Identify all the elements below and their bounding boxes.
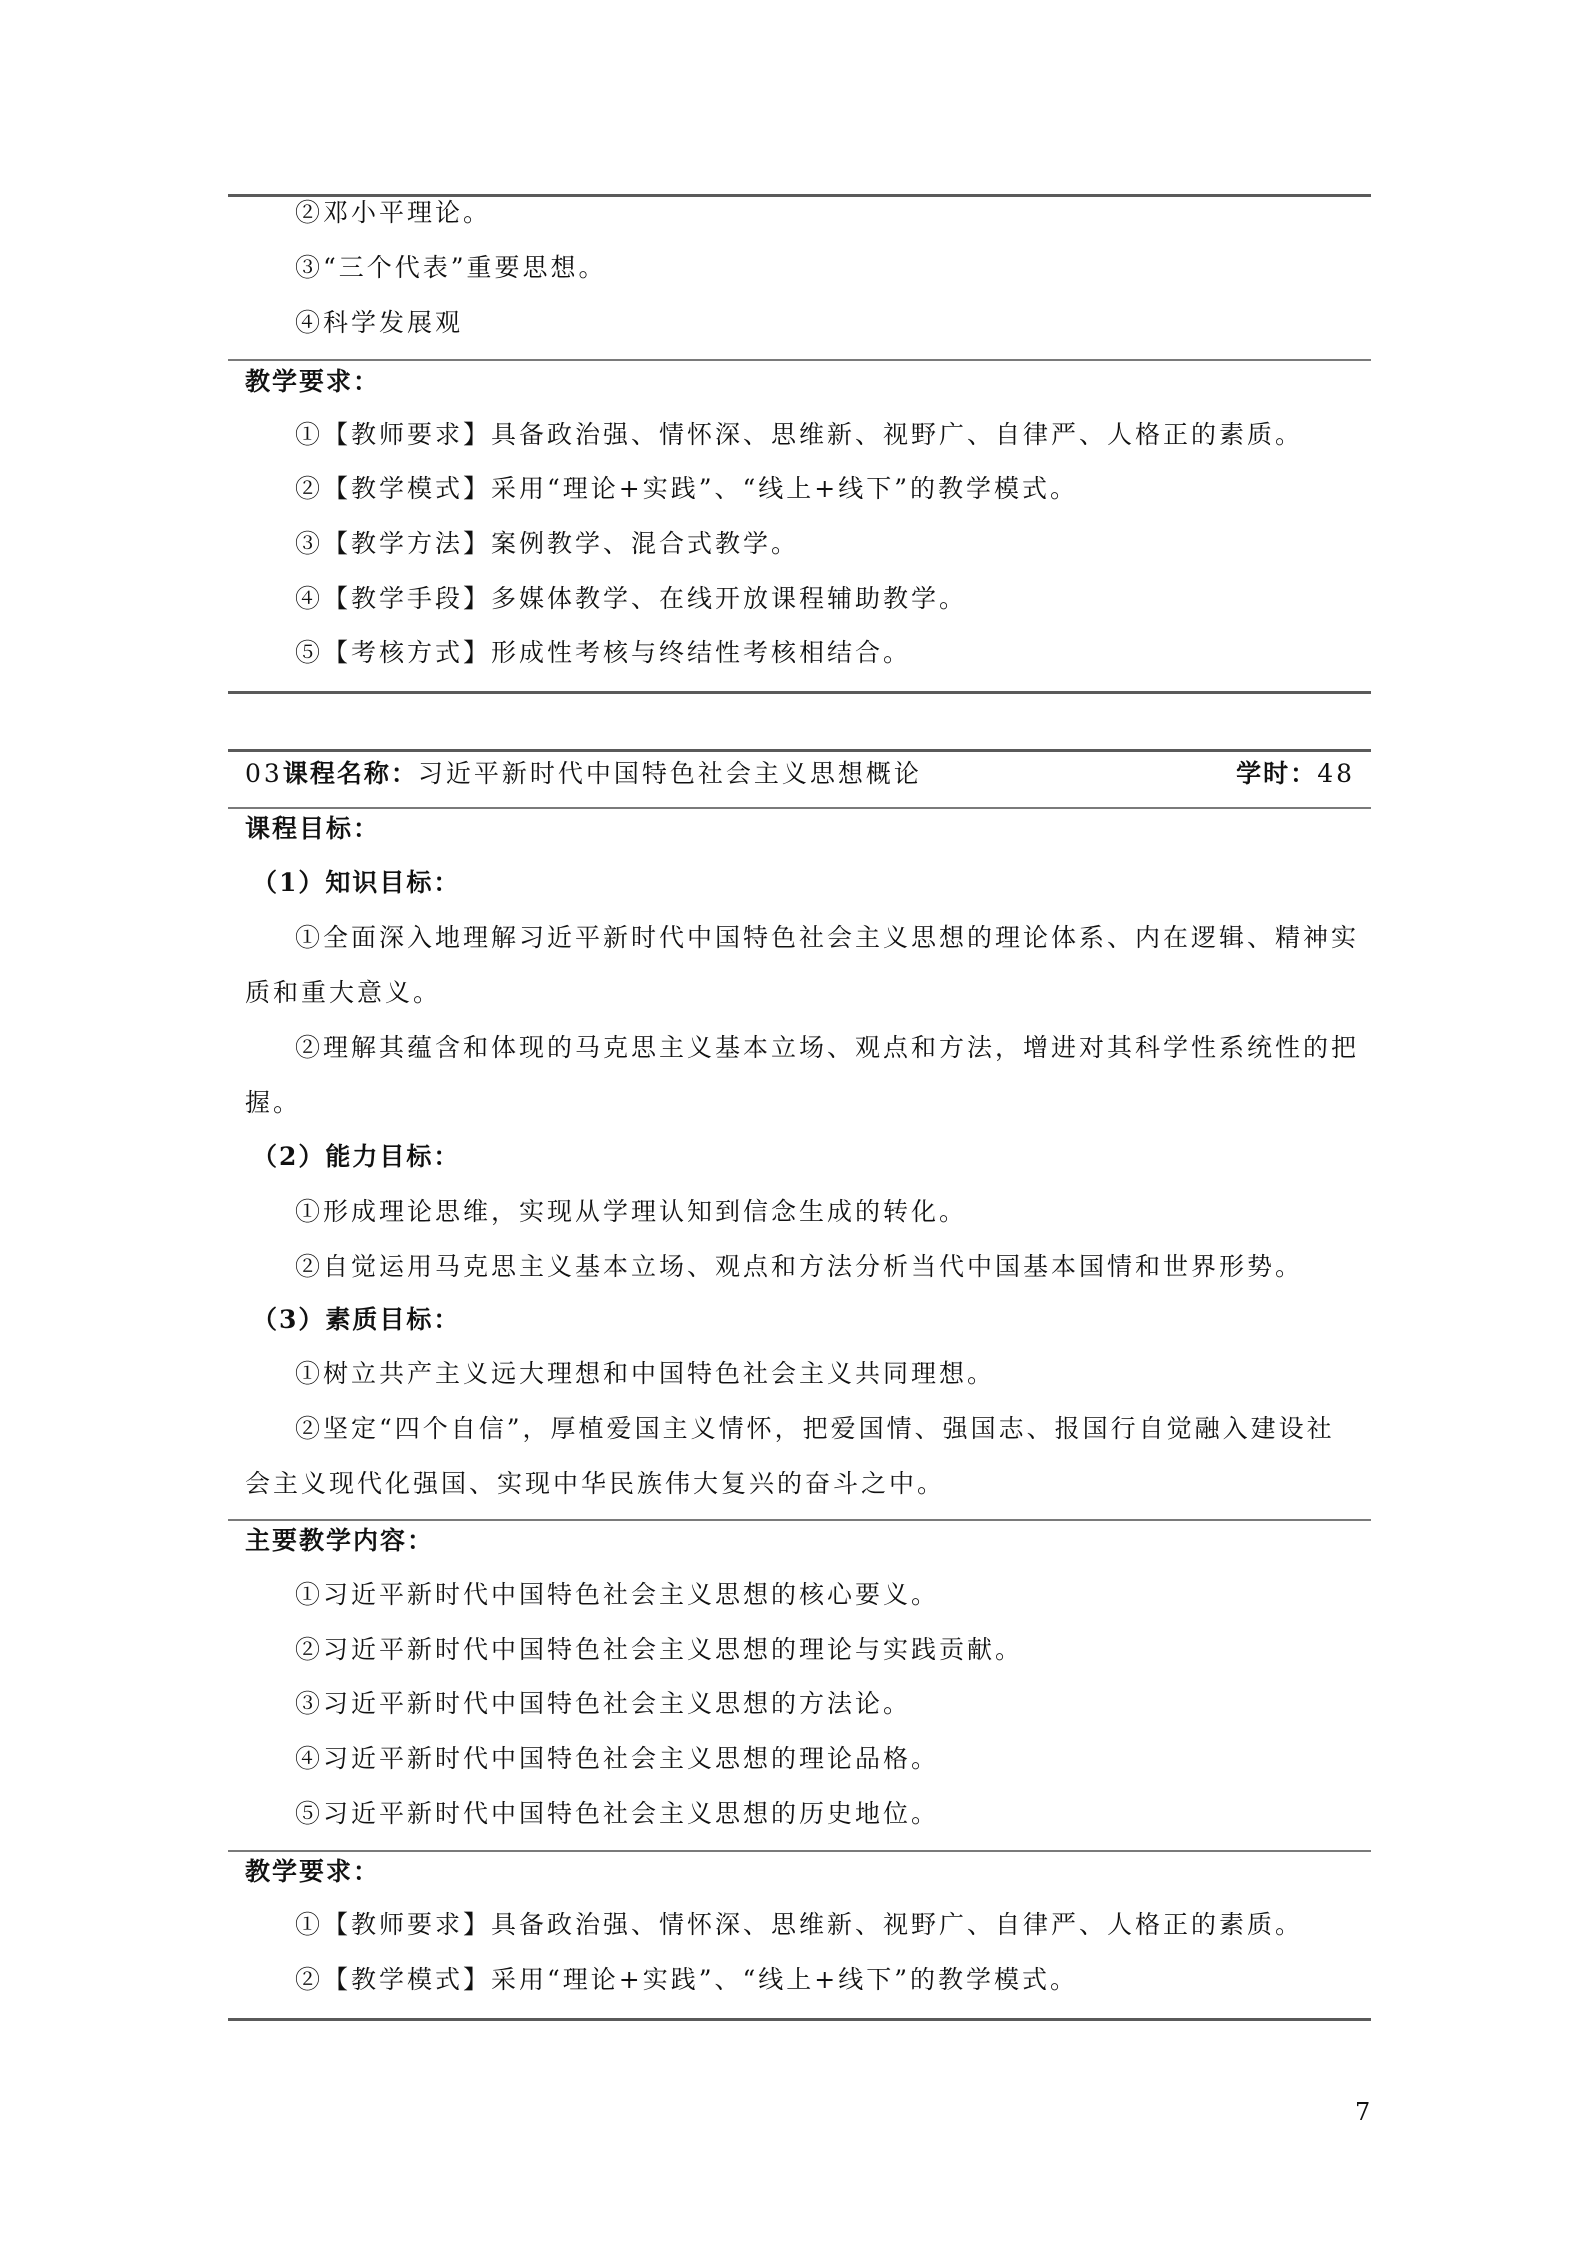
course-name-label: 课程名称： [282,759,418,788]
content-item: ①习近平新时代中国特色社会主义思想的核心要义。 [295,1580,940,1609]
hours-label: 学时： [1236,759,1318,788]
section-heading: 课程目标： [245,814,381,843]
section-heading: 主要教学内容： [245,1526,435,1555]
goal-item: 握。 [245,1088,302,1117]
table-rule [228,1519,1371,1521]
requirement-item: ④【教学手段】多媒体教学、在线开放课程辅助教学。 [295,584,968,613]
page-number: 7 [1355,2098,1371,2126]
requirement-item: ①【教师要求】具备政治强、情怀深、思维新、视野广、自律严、人格正的素质。 [295,420,1304,449]
section-heading: 教学要求： [245,1857,381,1886]
sub-heading: （3）素质目标： [252,1305,461,1334]
goal-item: ②理解其蕴含和体现的马克思主义基本立场、观点和方法，增进对其科学性系统性的把 [295,1033,1360,1062]
content-item: ③习近平新时代中国特色社会主义思想的方法论。 [295,1689,912,1718]
goal-item: ②自觉运用马克思主义基本立场、观点和方法分析当代中国基本国情和世界形势。 [295,1252,1304,1281]
content-item: ②邓小平理论。 [295,198,492,227]
sub-heading: （2）能力目标： [252,1142,461,1171]
content-item: ④习近平新时代中国特色社会主义思想的理论品格。 [295,1744,940,1773]
requirement-item: ③【教学方法】案例教学、混合式教学。 [295,529,800,558]
table-rule [228,691,1371,694]
requirement-item: ①【教师要求】具备政治强、情怀深、思维新、视野广、自律严、人格正的素质。 [295,1910,1304,1939]
table-rule [228,2018,1371,2021]
requirement-item: ⑤【考核方式】形成性考核与终结性考核相结合。 [295,638,912,667]
course-name: 习近平新时代中国特色社会主义思想概论 [417,759,922,788]
course-hours [1236,757,1355,791]
goal-item: 质和重大意义。 [245,978,442,1007]
table-rule [228,1850,1371,1852]
content-item: ④科学发展观 [295,308,464,337]
goal-item: ①形成理论思维，实现从学理认知到信念生成的转化。 [295,1197,968,1226]
requirement-item: ②【教学模式】采用“理论+实践”、“线上+线下”的教学模式。 [295,1965,1079,1994]
goal-item: ①全面深入地理解习近平新时代中国特色社会主义思想的理论体系、内在逻辑、精神实 [295,923,1360,952]
goal-item: ①树立共产主义远大理想和中国特色社会主义共同理想。 [295,1359,996,1388]
course-number: 03 [245,759,283,788]
content-item: ③“三个代表”重要思想。 [295,253,607,282]
goal-item: ②坚定“四个自信”，厚植爱国主义情怀，把爱国情、强国志、报国行自觉融入建设社 [295,1414,1335,1443]
requirement-item: ②【教学模式】采用“理论+实践”、“线上+线下”的教学模式。 [295,474,1079,503]
hours-value: 48 [1317,759,1355,788]
content-item: ⑤习近平新时代中国特色社会主义思想的历史地位。 [295,1799,940,1828]
table-rule [228,359,1371,361]
sub-heading: （1）知识目标： [252,868,461,897]
table-rule [228,807,1371,809]
content-item: ②习近平新时代中国特色社会主义思想的理论与实践贡献。 [295,1635,1024,1664]
table-rule [228,749,1371,752]
course-header [245,757,1355,791]
section-heading: 教学要求： [245,367,381,396]
goal-item: 会主义现代化强国、实现中华民族伟大复兴的奋斗之中。 [245,1469,946,1498]
